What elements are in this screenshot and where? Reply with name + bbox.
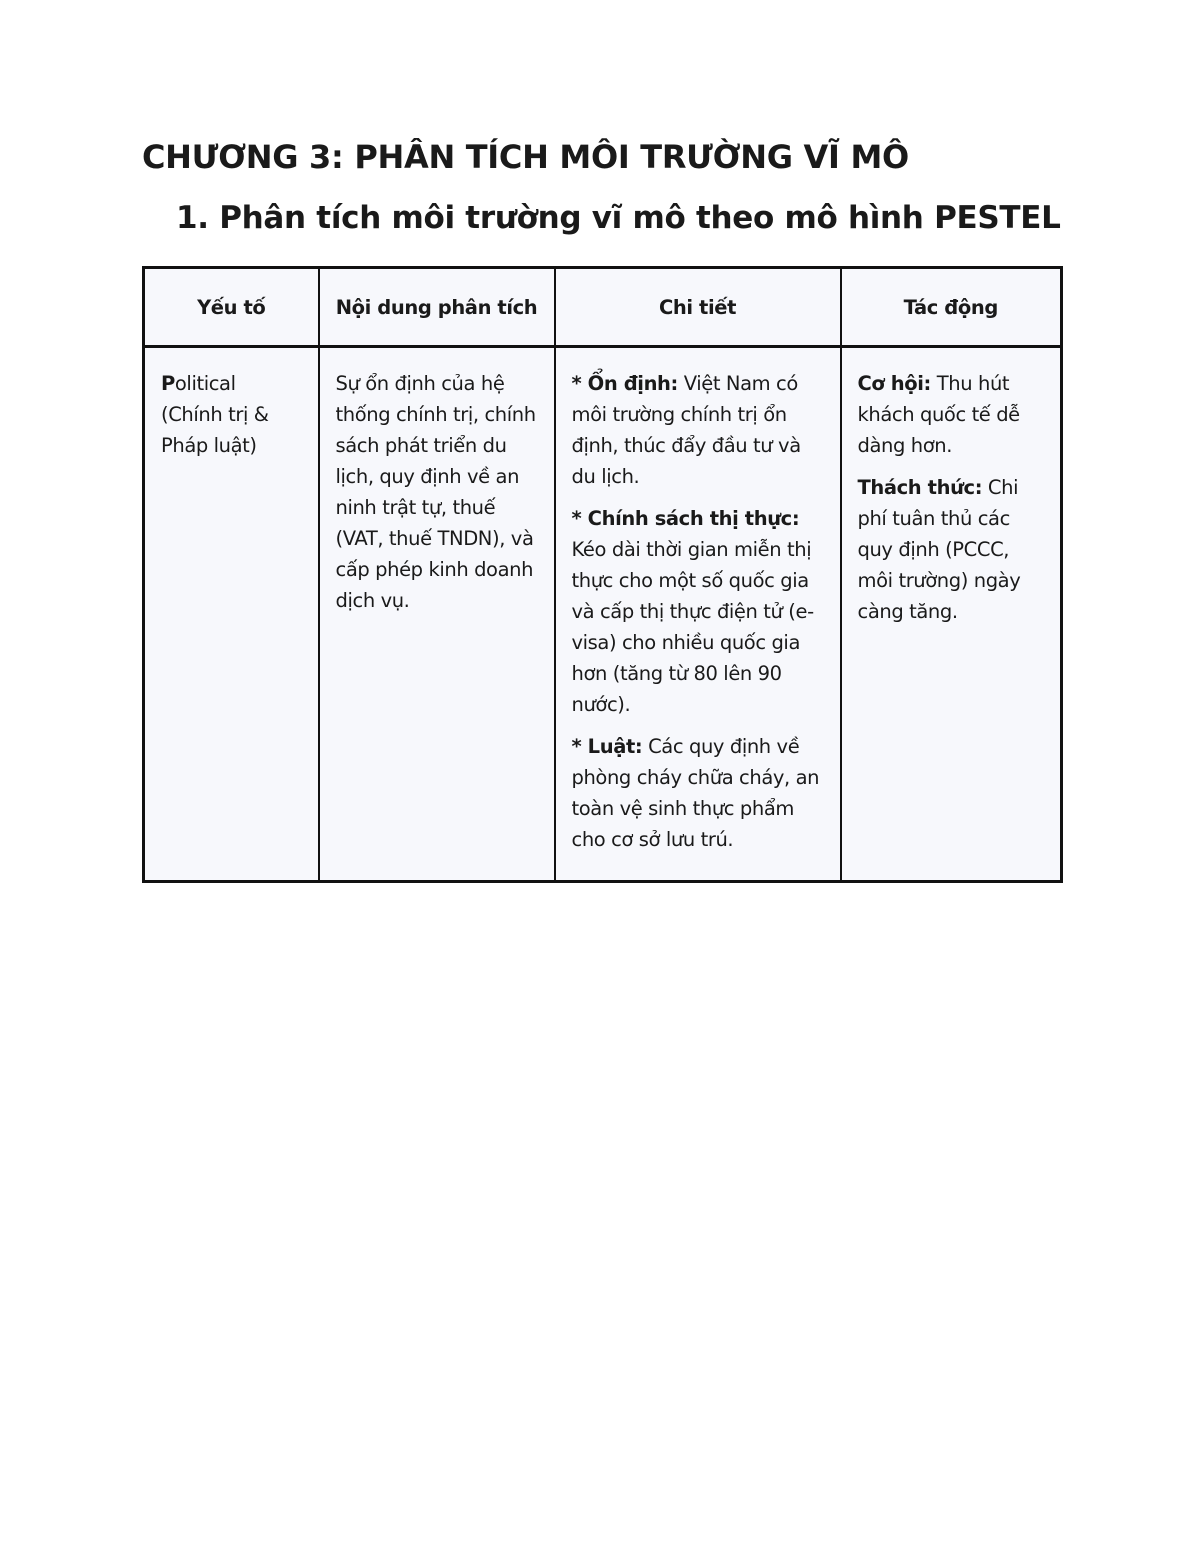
detail-text: Các quy định về phòng cháy chữa cháy, an toàn vệ sinh thực phẩm cho cơ sở lưu trú. xyxy=(571,735,820,851)
pestel-table xyxy=(142,266,1063,883)
impact-challenge xyxy=(858,472,1045,627)
impact-text: Chi phí tuân thủ các quy định (PCCC, môi trường) ngày càng tăng. xyxy=(857,476,1021,623)
detail-law xyxy=(572,731,824,855)
impact-label: Cơ hội: xyxy=(857,372,931,395)
factor-initial: P xyxy=(161,372,175,395)
detail-visa-policy xyxy=(572,503,824,720)
factor-rest: olitical (Chính trị & Pháp luật) xyxy=(161,372,269,457)
impact-opportunity xyxy=(858,368,1045,461)
cell-factor xyxy=(144,347,319,882)
chapter-title: CHƯƠNG 3: PHÂN TÍCH MÔI TRƯỜNG VĨ MÔ xyxy=(142,138,909,176)
cell-impact xyxy=(841,347,1062,882)
header-content: Nội dung phân tích xyxy=(319,268,555,347)
detail-stability xyxy=(572,368,824,492)
cell-content xyxy=(319,347,555,882)
impact-label: Thách thức: xyxy=(857,476,983,499)
table-row xyxy=(144,347,1062,882)
detail-label: * Ổn định: xyxy=(571,372,678,395)
section-title: 1. Phân tích môi trường vĩ mô theo mô hình PESTEL xyxy=(176,200,1061,236)
table-header-row xyxy=(144,268,1062,347)
detail-label: * Luật: xyxy=(571,735,643,758)
content-text: Sự ổn định của hệ thống chính trị, chính sách phát triển du lịch, quy định về an ninh trật tự, thuế (VAT, thuế TNDN), và cấp phép kinh doanh dịch vụ. xyxy=(335,372,536,612)
cell-details xyxy=(555,347,841,882)
header-details: Chi tiết xyxy=(555,268,841,347)
detail-text: Kéo dài thời gian miễn thị thực cho một số quốc gia và cấp thị thực điện tử (e-visa) cho nhiều quốc gia hơn (tăng từ 80 lên 90 nước). xyxy=(571,538,814,716)
detail-text: Việt Nam có môi trường chính trị ổn định, thúc đẩy đầu tư và du lịch. xyxy=(571,372,801,488)
header-factor: Yếu tố xyxy=(144,268,319,347)
header-impact: Tác động xyxy=(841,268,1062,347)
detail-label: * Chính sách thị thực: xyxy=(571,507,800,530)
impact-text: Thu hút khách quốc tế dễ dàng hơn. xyxy=(857,372,1020,457)
